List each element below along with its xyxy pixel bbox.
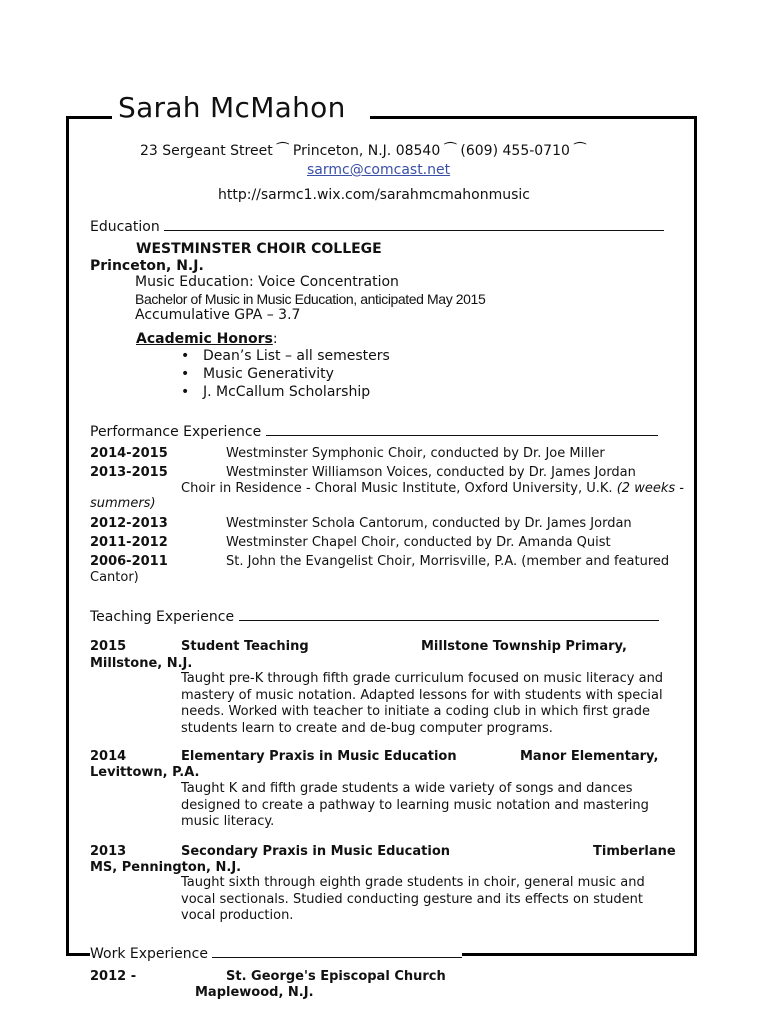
- teach-desc: Taught pre-K through fifth grade curriculum focused on music literacy and mastery of music notation. Adapted lessons for with students with special needs. Worked with teacher to initiate a coding club in which first grade students learn to create and de-bug computer programs.: [181, 671, 664, 736]
- degree: Bachelor of Music in Music Education, anticipated May 2015: [135, 291, 486, 307]
- heading-rule: [212, 945, 462, 958]
- teach-year: 2014: [90, 749, 127, 764]
- work-year: 2012 -: [90, 969, 137, 984]
- teach-school: Millstone Township Primary,: [421, 639, 627, 654]
- honors-colon: :: [272, 331, 278, 347]
- teach-school-cont: MS, Pennington, N.J.: [90, 860, 242, 875]
- performance-heading: [90, 423, 658, 441]
- honor-item: • Dean’s List – all semesters: [203, 348, 390, 365]
- school-location: Princeton, N.J.: [90, 258, 204, 274]
- honor-item: • J. McCallum Scholarship: [203, 384, 370, 401]
- perf-text: Westminster Symphonic Choir, conducted by Dr. Joe Miller: [226, 446, 605, 461]
- address: 23 Sergeant Street: [140, 143, 273, 159]
- heading-text: Education: [90, 219, 160, 235]
- work-location: Maplewood, N.J.: [195, 985, 314, 1000]
- residence-note: (2 weeks -: [616, 481, 684, 496]
- teach-year: 2013: [90, 844, 127, 859]
- heading-text: Teaching Experience: [90, 609, 235, 625]
- honors-title: Academic Honors: [136, 331, 273, 347]
- city: Princeton, N.J. 08540: [292, 143, 441, 159]
- perf-years: 2012-2013: [90, 516, 168, 531]
- teach-title: Student Teaching: [181, 639, 309, 654]
- teach-year: 2015: [90, 639, 127, 654]
- heading-rule: [266, 423, 658, 436]
- gpa: Accumulative GPA – 3.7: [135, 307, 301, 323]
- teach-desc: Taught K and fifth grade students a wide variety of songs and dances designed to create a pathway to learning music notation and mastering music literacy.: [181, 781, 649, 829]
- residence-text: Choir in Residence - Choral Music Institute, Oxford University, U.K.: [181, 481, 613, 496]
- contact-line: [140, 143, 586, 160]
- program: Music Education: Voice Concentration: [135, 274, 399, 290]
- heading-rule: [164, 218, 664, 231]
- heading-rule: [239, 608, 659, 621]
- education-heading: [90, 218, 664, 236]
- residence-note-cont: summers): [90, 496, 156, 511]
- teach-school: Timberlane: [593, 844, 676, 859]
- teach-school-cont: Millstone, N.J.: [90, 656, 193, 671]
- separator: ⁀: [574, 143, 586, 159]
- perf-years: 2011-2012: [90, 535, 168, 550]
- separator: ⁀: [444, 143, 456, 159]
- teach-school-cont: Levittown, P.A.: [90, 765, 200, 780]
- heading-text: Performance Experience: [90, 424, 262, 440]
- perf-text: St. John the Evangelist Choir, Morrisville, P.A. (member and featured: [226, 554, 670, 569]
- teaching-heading: [90, 608, 659, 626]
- honors-label: [136, 331, 278, 348]
- work-employer: St. George's Episcopal Church: [226, 969, 446, 984]
- school-name: WESTMINSTER CHOIR COLLEGE: [136, 241, 382, 257]
- perf-text: Westminster Williamson Voices, conducted by Dr. James Jordan: [226, 465, 636, 480]
- perf-cantor: Cantor): [90, 570, 139, 585]
- perf-text: Westminster Schola Cantorum, conducted by Dr. James Jordan: [226, 516, 632, 531]
- email-link[interactable]: sarmc@comcast.net: [307, 162, 451, 178]
- website-link[interactable]: http://sarmc1.wix.com/sarahmcmahonmusic: [218, 187, 530, 203]
- teach-title: Secondary Praxis in Music Education: [181, 844, 451, 859]
- candidate-name: Sarah McMahon: [118, 91, 346, 124]
- perf-residence: [181, 481, 684, 497]
- heading-text: Work Experience: [90, 946, 208, 962]
- teach-title: Elementary Praxis in Music Education: [181, 749, 457, 764]
- phone: (609) 455-0710: [460, 143, 570, 159]
- separator: ⁀: [277, 143, 289, 159]
- teach-desc: Taught sixth through eighth grade students in choir, general music and vocal sectionals. Studied conducting gesture and its effects on student vocal production.: [181, 875, 645, 923]
- perf-years: 2006-2011: [90, 554, 168, 569]
- honor-item: • Music Generativity: [203, 366, 334, 383]
- perf-years: 2014-2015: [90, 446, 168, 461]
- teach-school: Manor Elementary,: [520, 749, 659, 764]
- perf-text: Westminster Chapel Choir, conducted by Dr. Amanda Quist: [226, 535, 611, 550]
- perf-years: 2013-2015: [90, 465, 168, 480]
- work-heading: [90, 945, 462, 963]
